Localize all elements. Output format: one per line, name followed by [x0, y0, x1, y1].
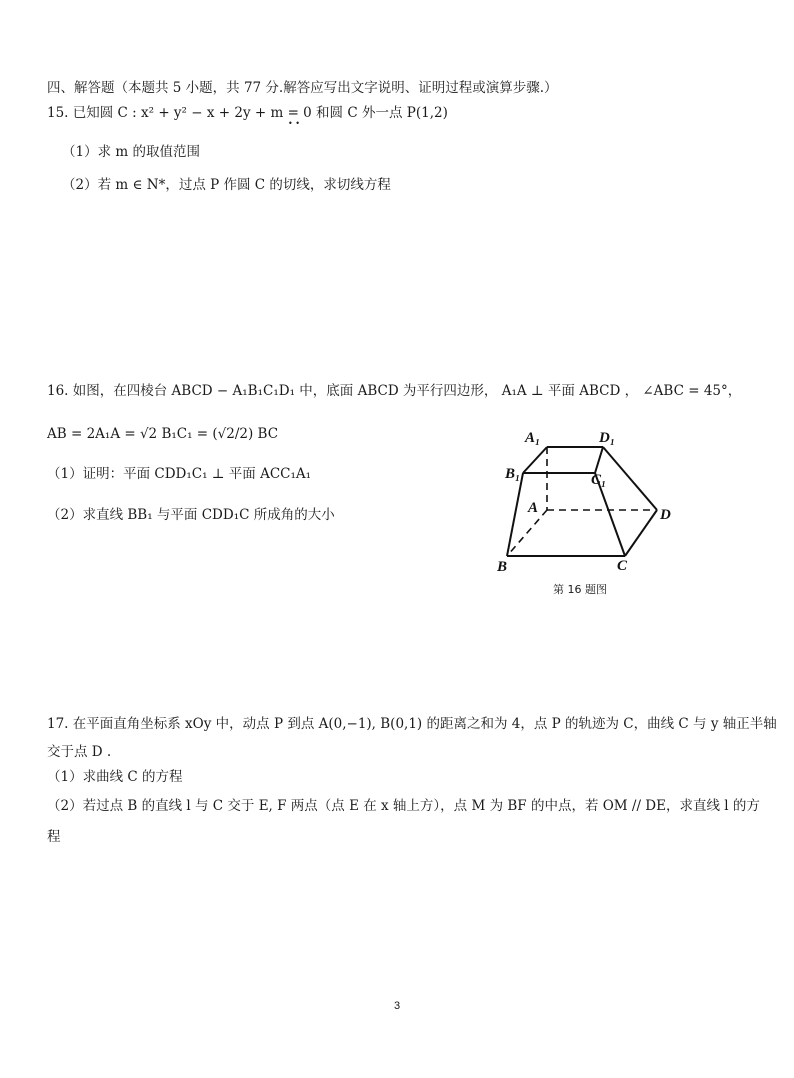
section-heading: 四、解答题（本题共 5 小题，共 77 分.解答应写出文字说明、证明过程或演算步骤.） [47, 80, 558, 96]
label-c: C [617, 558, 628, 574]
q17-stem-line2: 交于点 D . [47, 744, 112, 760]
label-d1: D₁ [599, 430, 616, 446]
label-b1: B₁ [505, 466, 521, 482]
q17-stem-line1: 17. 在平面直角坐标系 xOy 中，动点 P 到点 A(0,−1), B(0,1) 的距离之和为 4，点 P 的轨迹为 C，曲线 C 与 y 轴正半轴 [47, 716, 777, 732]
frustum-figure [495, 428, 695, 578]
q16-part2: （2）求直线 BB₁ 与平面 CDD₁C 所成角的大小 [47, 507, 335, 523]
label-a: A [528, 500, 539, 516]
q17-part2-line2: 程 [47, 829, 61, 845]
emphasis-dots: • • [288, 119, 300, 128]
label-b: B [497, 559, 508, 575]
page-number: 3 [394, 1000, 401, 1012]
q16-part1: （1）证明：平面 CDD₁C₁ ⊥ 平面 ACC₁A₁ [47, 466, 312, 482]
q15-part1: （1）求 m 的取值范围 [62, 144, 200, 160]
label-d: D [660, 507, 671, 523]
q15-part2: （2）若 m ∈ N*，过点 P 作圆 C 的切线，求切线方程 [62, 177, 391, 193]
label-c1: C₁ [591, 472, 607, 488]
q17-part1: （1）求曲线 C 的方程 [47, 769, 183, 785]
q16-stem: 16. 如图，在四棱台 ABCD − A₁B₁C₁D₁ 中，底面 ABCD 为平行四边形， A₁A ⊥ 平面 ABCD ， ∠ABC = 45°， [47, 383, 742, 399]
q15-stem: 15. 已知圆 C : x² + y² − x + 2y + m = 0 和圆 C 外一点 P(1,2) [47, 105, 448, 121]
figure-caption: 第 16 题图 [553, 583, 607, 596]
q16-condition: AB = 2A₁A = √2 B₁C₁ = (√2/2) BC [47, 426, 279, 442]
q17-part2-line1: （2）若过点 B 的直线 l 与 C 交于 E, F 两点（点 E 在 x 轴上方），点 M 为 BF 的中点，若 OM // DE，求直线 l 的方 [47, 798, 760, 814]
label-a1: A₁ [525, 430, 541, 446]
